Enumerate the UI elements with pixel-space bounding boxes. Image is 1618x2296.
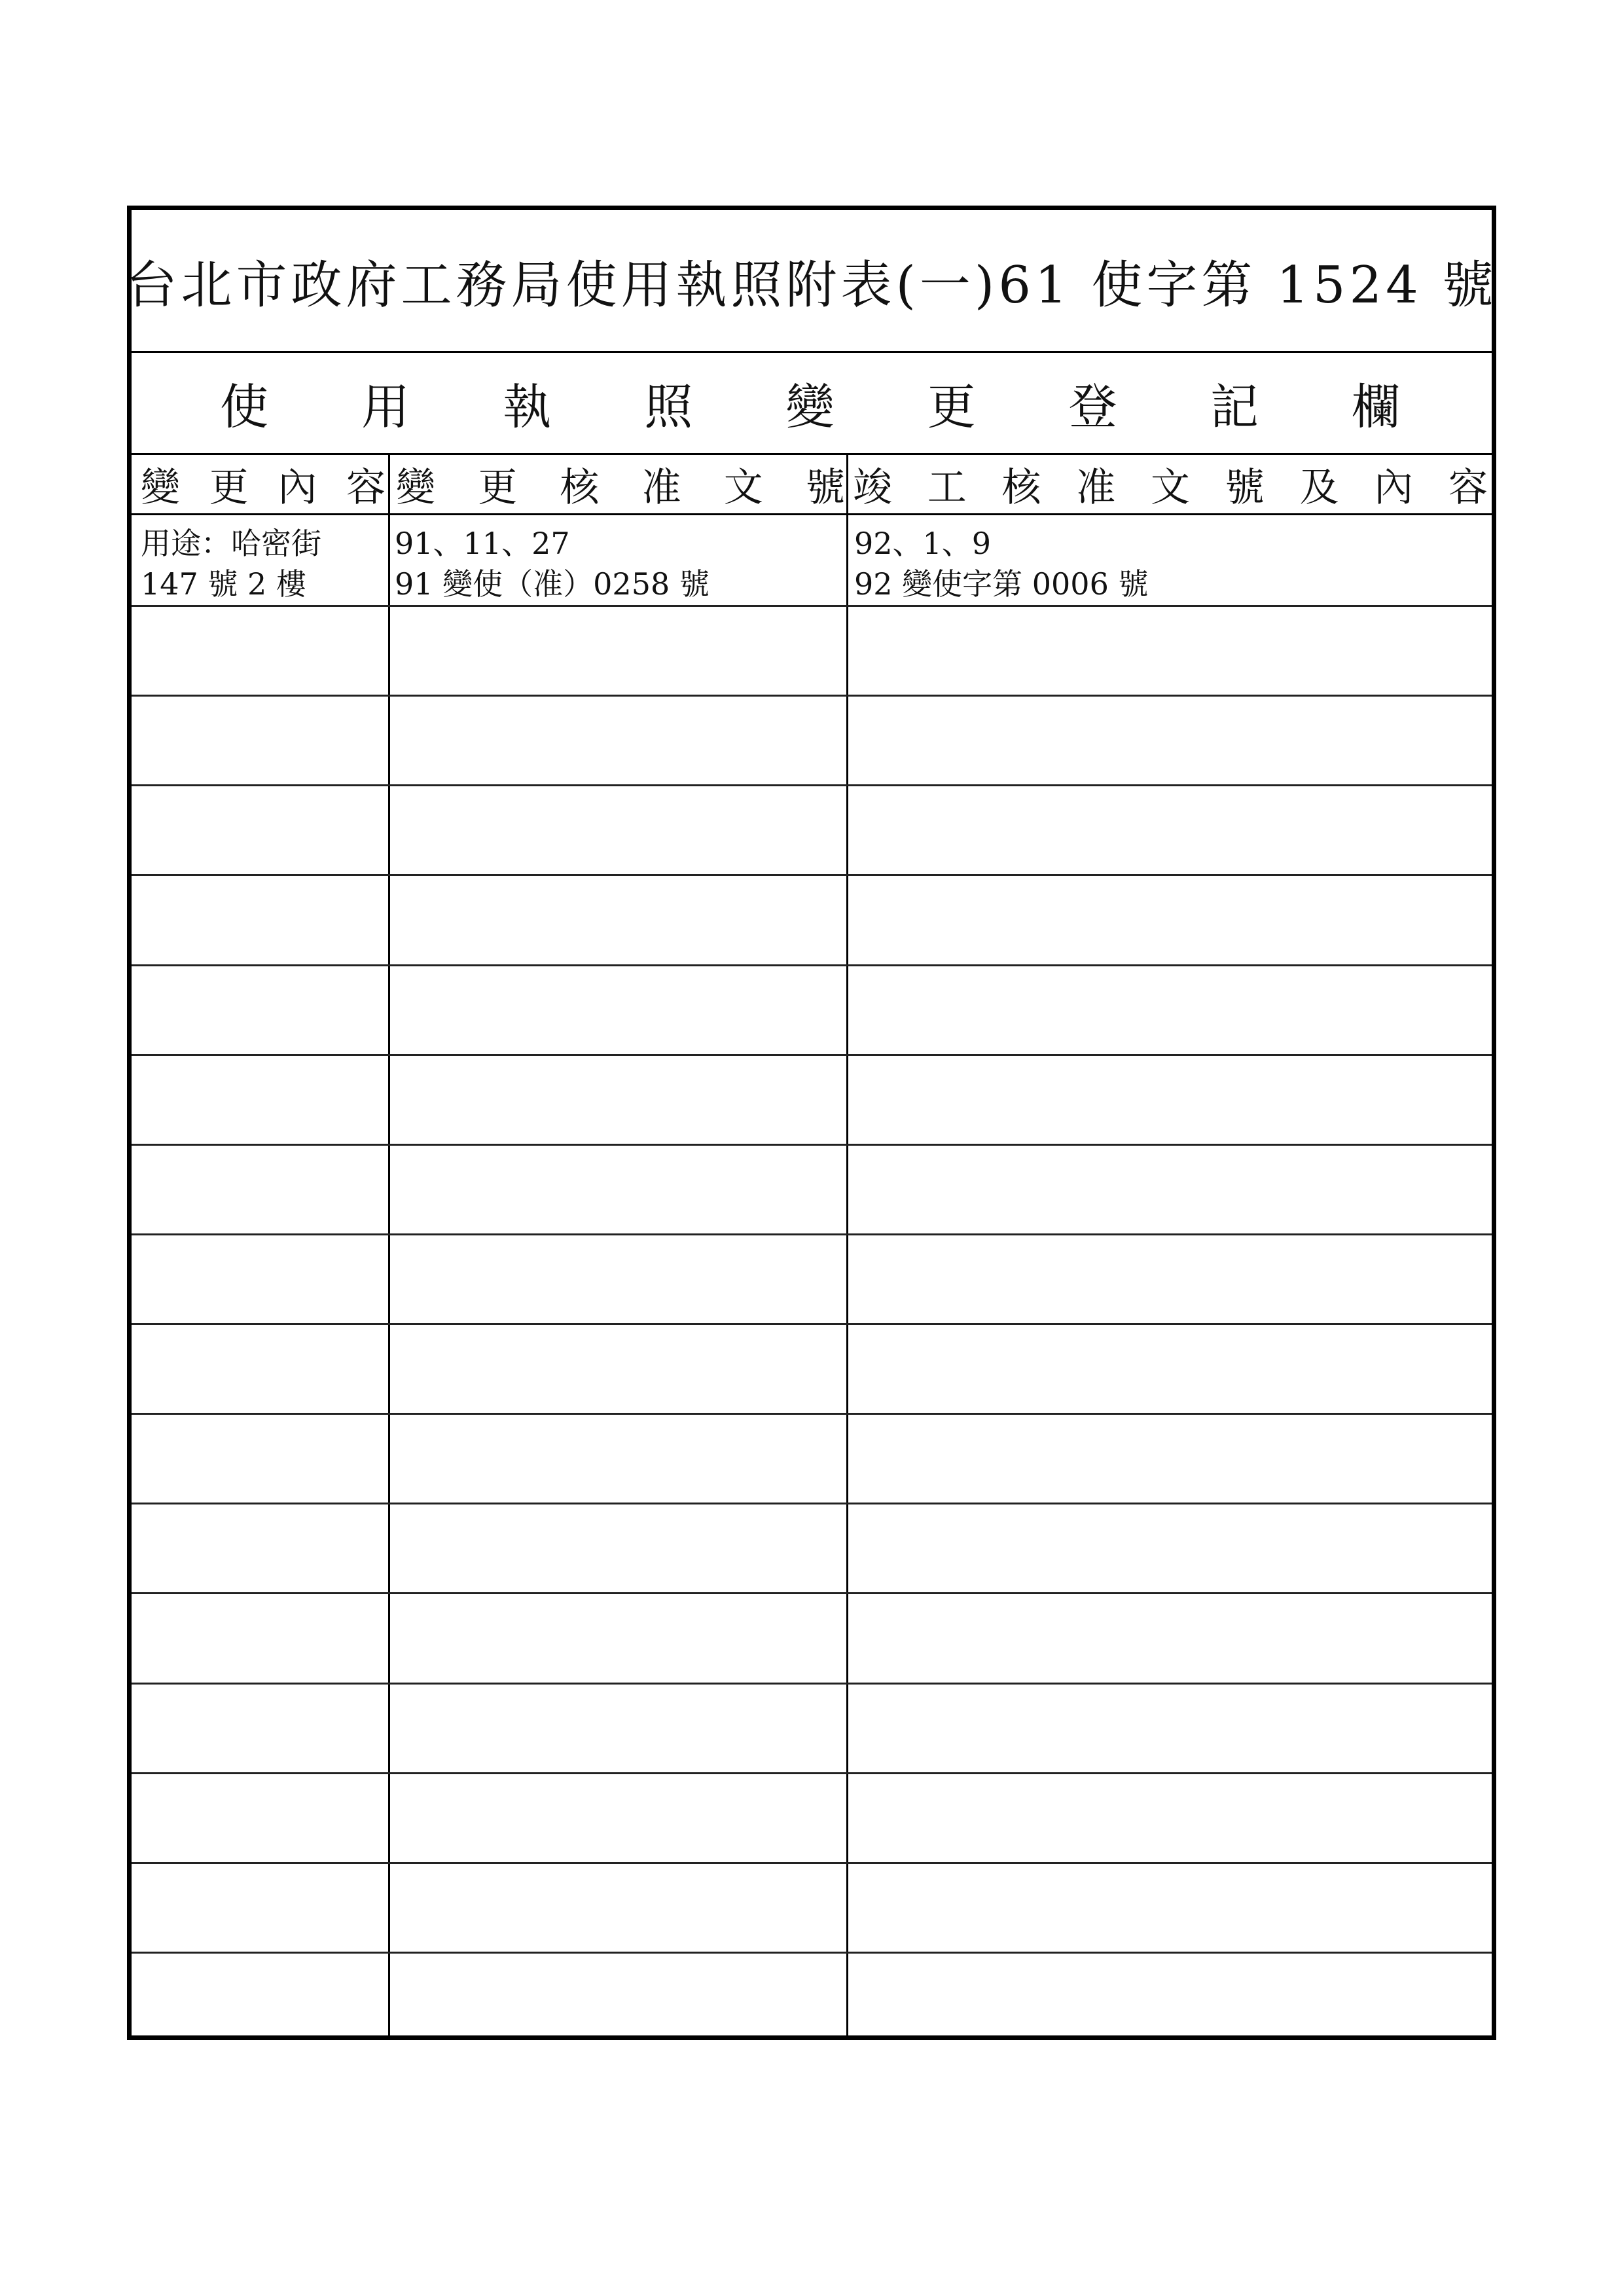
column-header-completion-approval <box>853 455 1488 513</box>
column-header-char: 准 <box>1076 464 1116 511</box>
column-divider <box>846 455 848 2035</box>
column-header-char: 更 <box>209 464 249 511</box>
column-header-char: 及 <box>1299 464 1339 511</box>
heading-char: 登 <box>1068 378 1117 435</box>
row-separator <box>132 874 1492 876</box>
column-header-char: 內 <box>1374 464 1414 511</box>
cell-completion-approval <box>854 523 1148 604</box>
column-header-char: 號 <box>805 464 845 511</box>
column-header-char: 更 <box>478 464 518 511</box>
row-separator <box>132 1413 1492 1415</box>
row-separator <box>132 1323 1492 1325</box>
heading-char: 用 <box>361 378 410 435</box>
cell-line: 147 號 2 樓 <box>141 566 306 602</box>
cell-line: 91、11、27 <box>395 526 570 561</box>
row-separator <box>132 1054 1492 1056</box>
heading-char: 欄 <box>1352 378 1400 435</box>
column-header-char: 號 <box>1225 464 1265 511</box>
heading-char: 變 <box>785 378 835 435</box>
cell-change-approval-no <box>395 523 710 604</box>
row-separator <box>132 1952 1492 1954</box>
column-header-char: 容 <box>346 464 386 511</box>
heading-char: 使 <box>220 378 268 435</box>
row-separator <box>132 964 1492 966</box>
cell-change-content <box>141 523 321 604</box>
row-separator <box>132 1683 1492 1685</box>
column-header-char: 核 <box>1001 464 1041 511</box>
column-divider <box>388 455 390 2035</box>
column-header-char: 工 <box>927 464 967 511</box>
row-separator <box>132 1772 1492 1774</box>
cell-line: 92 變使字第 0006 號 <box>854 566 1149 602</box>
row-separator <box>132 1592 1492 1594</box>
column-header-char: 核 <box>560 464 600 511</box>
cell-line: 92、1、9 <box>854 526 992 561</box>
column-header-char: 變 <box>141 464 180 511</box>
cell-line: 用途：哈密街 <box>141 526 321 561</box>
row-separator <box>132 695 1492 697</box>
column-header-char: 變 <box>396 464 435 511</box>
column-header-char: 容 <box>1448 464 1488 511</box>
heading-char: 更 <box>927 378 976 435</box>
row-separator <box>132 1144 1492 1146</box>
column-header-char: 文 <box>723 464 763 511</box>
usage-license-change-form <box>127 206 1496 2040</box>
column-header-row <box>132 455 1492 515</box>
heading-char: 照 <box>644 378 693 435</box>
column-header-char: 文 <box>1151 464 1190 511</box>
cell-line: 91 變使（准）0258 號 <box>395 566 710 602</box>
form-title: 台北市政府工務局使用執照附表(一)61 使字第 1524 號 <box>126 255 1498 315</box>
section-heading <box>132 353 1492 455</box>
column-header-change-approval-no <box>396 455 845 513</box>
column-header-char: 內 <box>278 464 317 511</box>
column-header-change-content <box>141 455 386 513</box>
row-separator <box>132 784 1492 786</box>
row-separator <box>132 605 1492 607</box>
heading-char: 執 <box>503 378 552 435</box>
row-separator <box>132 1233 1492 1235</box>
column-header-char: 竣 <box>853 464 892 511</box>
row-separator <box>132 1862 1492 1864</box>
row-separator <box>132 1503 1492 1504</box>
heading-char: 記 <box>1210 378 1259 435</box>
form-title-row <box>126 210 1498 353</box>
column-header-char: 准 <box>641 464 681 511</box>
